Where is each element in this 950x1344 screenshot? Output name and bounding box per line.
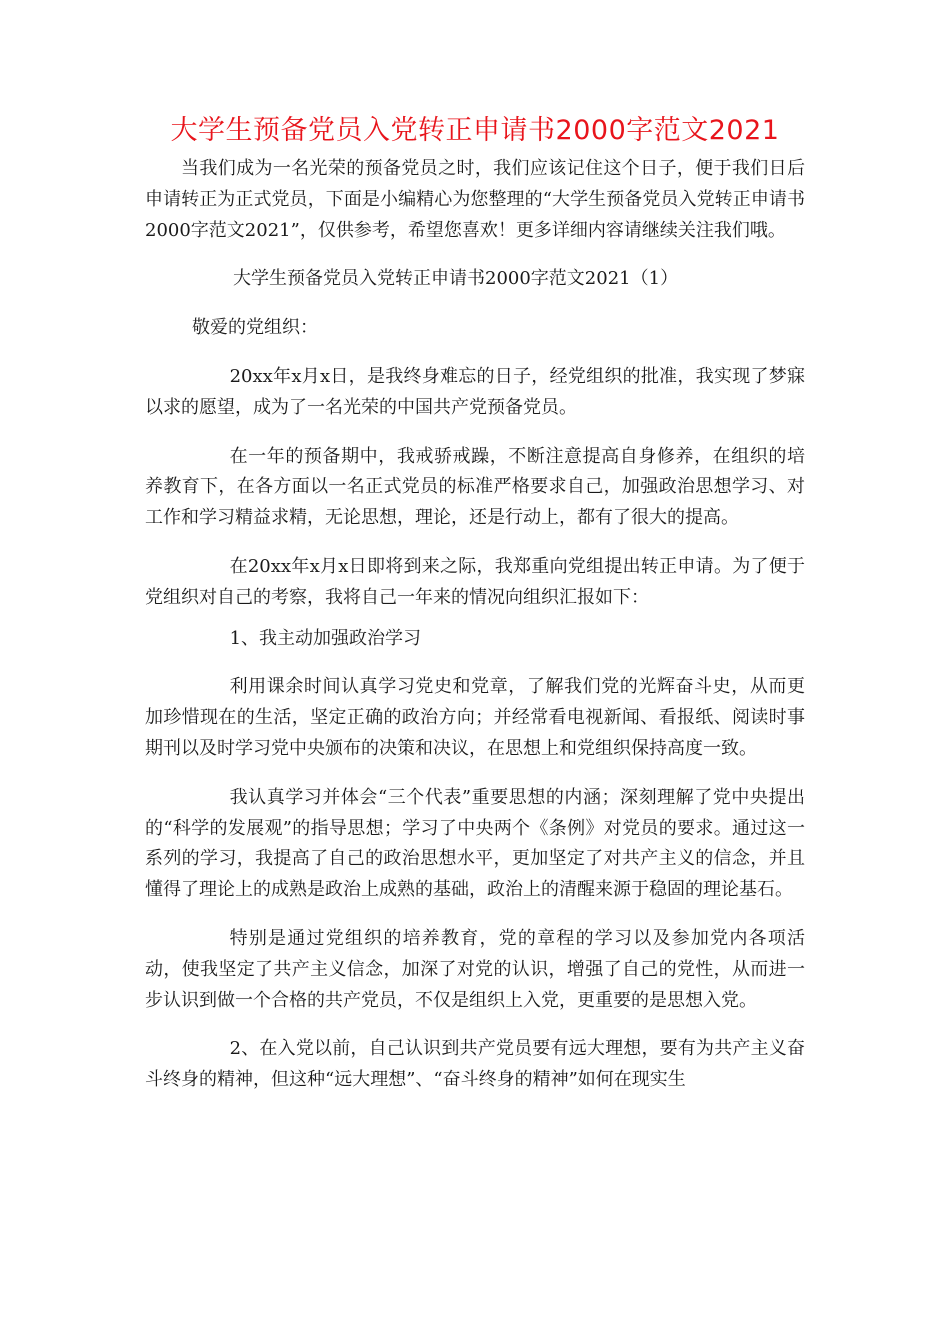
body-paragraph: 在一年的预备期中，我戒骄戒躁，不断注意提高自身修养，在组织的培养教育下，在各方面以一名正式党员的标准严格要求自己，加强政治思想学习、对工作和学习精益求精，无论思想，理论，还是行动上，都有了很大的提高。 xyxy=(145,445,805,529)
body-paragraph: 我认真学习并体会“三个代表”重要思想的内涵；深刻理解了党中央提出的“科学的发展观”的指导思想；学习了中央两个《条例》对党员的要求。通过这一系列的学习，我提高了自己的政治思想水平，更加坚定了对共产主义的信念，并且懂得了理论上的成熟是政治上成熟的基础，政治上的清醒来源于稳固的理论基石。 xyxy=(145,786,805,901)
intro-paragraph: 当我们成为一名光荣的预备党员之时，我们应该记住这个日子，便于我们日后申请转正为正式党员，下面是小编精心为您整理的“大学生预备党员入党转正申请书2000字范文2021”，仅供参考，希望您喜欢！更多详细内容请继续关注我们哦。 xyxy=(145,158,805,241)
body-paragraph: 在20xx年x月x日即将到来之际，我郑重向党组提出转正申请。为了便于党组织对自己的考察，我将自己一年来的情况向组织汇报如下： xyxy=(145,555,805,608)
body-paragraph: 利用课余时间认真学习党史和党章，了解我们党的光辉奋斗史，从而更加珍惜现在的生活，坚定正确的政治方向；并经常看电视新闻、看报纸、阅读时事期刊以及时学习党中央颁布的决策和决议，在思想上和党组织保持高度一致。 xyxy=(145,676,805,759)
document-body xyxy=(145,154,805,1096)
document-title: 大学生预备党员入党转正申请书2000字范文2021 xyxy=(170,115,780,146)
body-paragraph: 特别是通过党组织的培养教育，党的章程的学习以及参加党内各项活动，使我坚定了共产主义信念，加深了对党的认识，增强了自己的党性，从而进一步认识到做一个合格的共产党员，不仅是组织上入党，更重要的是思想入党。 xyxy=(145,927,805,1011)
list-heading: 1、我主动加强政治学习 xyxy=(229,627,422,649)
salutation: 敬爱的党组织： xyxy=(192,317,318,339)
body-paragraph: 2、在入党以前，自己认识到共产党员要有远大理想，要有为共产主义奋斗终身的精神，但这种“远大理想”、“奋斗终身的精神”如何在现实生 xyxy=(145,1038,805,1091)
section-heading: 大学生预备党员入党转正申请书2000字范文2021（1） xyxy=(233,268,679,290)
body-paragraph: 20xx年x月x日，是我终身难忘的日子，经党组织的批准，我实现了梦寐以求的愿望，成为了一名光荣的中国共产党预备党员。 xyxy=(145,365,805,418)
